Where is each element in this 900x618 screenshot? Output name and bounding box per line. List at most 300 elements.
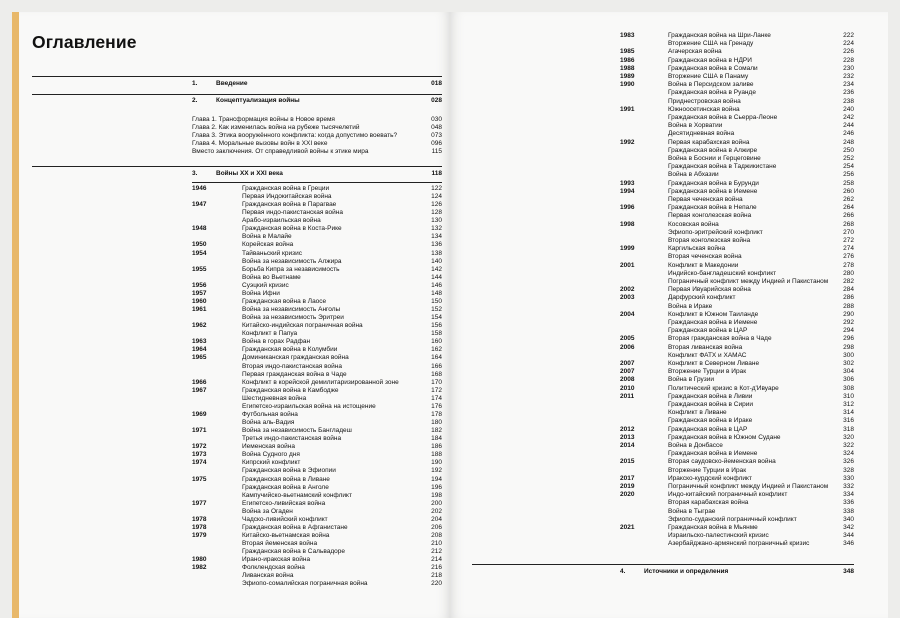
war-entry[interactable] [192,459,442,467]
entry-label: Конфликт в Ливане [668,409,727,417]
entry-label: Конфликт в Македонии [668,261,739,269]
war-entry[interactable] [192,564,442,572]
page-number: 136 [431,241,442,249]
page-number: 306 [843,376,854,384]
war-entry[interactable] [620,262,854,270]
page-number: 154 [431,314,442,322]
section-2[interactable] [192,97,442,105]
entry-year: 1982 [192,564,207,572]
entry-label: Вместо заключения. От справедливой войны к этике мира [192,148,369,155]
entry-label: Война в Донбассе [668,442,723,449]
war-entry[interactable] [620,147,854,155]
entry-label: Война за независимость Эритреи [242,314,344,322]
entry-year: 2004 [620,310,635,318]
entry-label: Израильско-палестинский кризис [668,532,769,540]
entry-label: Война за независимость Алжира [242,257,342,265]
entry-label: Война в Абхазии [668,171,719,179]
entry-label: Гражданская война в Эфиопии [242,467,336,475]
entry-year: 1974 [192,459,207,467]
entry-label: Суэцкий кризис [242,281,289,289]
page-number: 138 [431,249,442,257]
war-entry[interactable] [620,311,854,319]
page-number: 314 [843,409,854,417]
entry-label: Первая гражданская война в Чаде [242,370,347,378]
entry-label: Вторая йеменская война [242,540,318,548]
entry-label: Косовская война [668,220,719,228]
war-entry[interactable] [620,171,854,179]
entry-label: Гражданская война в Коста-Рике [242,225,342,233]
section-label: Источники и определения [644,568,729,575]
entry-label: Индо-китайский пограничный конфликт [668,491,788,499]
war-entry[interactable] [192,435,442,443]
war-entry[interactable] [620,40,854,48]
war-entry[interactable] [620,393,854,401]
entry-year: 1986 [620,56,635,64]
entry-label: Вторая индо-пакистанская война [242,362,342,370]
war-entry[interactable] [620,327,854,335]
war-entry[interactable] [192,508,442,516]
war-entry[interactable] [620,122,854,130]
subsection-rule [192,182,442,183]
entry-label: Агачерская война [668,48,722,56]
entry-year: 2014 [620,442,635,449]
entry-year: 2015 [620,458,635,466]
entry-year: 2013 [620,433,635,441]
page-number: 264 [843,204,854,212]
entry-label: Южноосетинская война [668,105,740,113]
page-number: 300 [843,351,854,359]
chapter-entry[interactable] [192,140,442,148]
war-entry[interactable] [620,32,854,40]
war-entry[interactable] [192,540,442,548]
war-entry[interactable] [620,106,854,114]
entry-year: 1960 [192,297,207,305]
entry-label: Гражданская война в Йемене [668,319,758,326]
page-number: 234 [843,81,854,89]
page-number: 292 [843,319,854,326]
war-entry[interactable] [620,335,854,343]
right-page [450,12,888,618]
page-number: 336 [843,499,854,507]
war-entry[interactable] [192,467,442,475]
page-number: 158 [431,330,442,338]
entry-year: 1973 [192,451,207,459]
entry-label: Гражданская война в Ливане [242,475,330,483]
war-entry[interactable] [620,524,854,532]
war-entry[interactable] [192,193,442,201]
war-entry[interactable] [620,483,854,491]
page-number: 028 [431,97,442,104]
section-number: 1. [192,80,198,87]
entry-year: 2012 [620,425,635,433]
entry-label: Гражданская война в Непале [668,204,757,212]
war-entry[interactable] [620,303,854,311]
war-entry[interactable] [192,209,442,217]
page-number: 294 [843,327,854,335]
war-entry[interactable] [620,376,854,384]
war-entry[interactable] [620,294,854,302]
entry-label: Первая Индокитайская война [242,193,332,201]
page-number: 208 [431,532,442,539]
entry-year: 2007 [620,368,635,376]
page-number: 182 [431,427,442,435]
entry-label: Война Ифни [242,289,280,297]
page-number: 188 [431,451,442,459]
page-number: 232 [843,73,854,80]
entry-label: Глава 4. Моральные вызовы войн в XXI веке [192,140,328,147]
entry-label: Война в Хорватии [668,122,723,130]
war-entry[interactable] [192,411,442,419]
war-entry[interactable] [192,556,442,564]
war-entry[interactable] [620,368,854,376]
page-number: 302 [843,360,854,367]
entry-label: Первая Ивуарийская война [668,286,751,294]
entry-label: Война во Вьетнаме [242,273,301,281]
page-number: 224 [843,40,854,48]
war-entry[interactable] [620,114,854,122]
page-number: 304 [843,368,854,376]
war-entry[interactable] [192,346,442,354]
entry-year: 1963 [192,338,207,346]
entry-label: Ирано-иракская война [242,556,311,564]
page-number: 270 [843,228,854,236]
entry-year: 2003 [620,294,635,302]
war-entry[interactable] [192,274,442,282]
war-entry[interactable] [620,360,854,368]
entry-year: 1977 [192,499,207,507]
war-entry[interactable] [620,180,854,188]
war-entry[interactable] [620,245,854,253]
war-entry[interactable] [620,409,854,417]
entry-label: Фолклендская война [242,564,305,572]
war-entry[interactable] [620,475,854,483]
entry-label: Азербайджано-армянский пограничный кризис [668,540,810,548]
page-number: 280 [843,269,854,277]
page-number: 290 [843,310,854,318]
war-entry[interactable] [620,508,854,516]
war-entry[interactable] [620,532,854,540]
war-entry[interactable] [192,314,442,322]
entry-label: Борьба Кипра за независимость [242,265,340,273]
war-entry[interactable] [192,403,442,411]
war-entry[interactable] [620,516,854,524]
entry-year: 1957 [192,289,207,297]
entry-label: Вторая конголезская война [668,237,751,244]
entry-label: Гражданская война в Мьянме [668,524,758,531]
page-number: 338 [843,507,854,515]
entry-year: 2011 [620,392,635,400]
section-1[interactable] [192,80,442,88]
page-number: 176 [431,402,442,410]
entry-label: Война аль-Вадия [242,419,295,427]
page-number: 124 [431,193,442,201]
page-number: 196 [431,483,442,491]
section-4[interactable] [620,568,854,576]
entry-year: 1962 [192,322,207,330]
war-entry[interactable] [620,89,854,97]
war-entry[interactable] [192,282,442,290]
war-entry[interactable] [192,225,442,233]
section-number: 2. [192,97,198,104]
page-number: 202 [431,507,442,515]
war-entry[interactable] [192,185,442,193]
war-entry[interactable] [192,419,442,427]
war-entry[interactable] [620,491,854,499]
war-entry[interactable] [620,81,854,89]
entry-label: Китайско-вьетнамская война [242,532,330,539]
entry-year: 1992 [620,138,635,146]
page-number: 148 [431,289,442,297]
chapter-entry[interactable] [192,148,442,156]
entry-year: 2020 [620,491,635,499]
page-number: 142 [431,265,442,273]
war-entry[interactable] [192,241,442,249]
war-entry[interactable] [192,233,442,241]
title-rule [32,76,442,77]
war-entry[interactable] [620,229,854,237]
war-entry[interactable] [192,548,442,556]
war-entry[interactable] [620,130,854,138]
war-entry[interactable] [192,363,442,371]
chapter-entry[interactable] [192,132,442,140]
war-entry[interactable] [192,258,442,266]
entry-label: Гражданская война в Камбодже [242,386,339,394]
entry-year: 1979 [192,532,207,539]
page-number: 220 [431,580,442,588]
page-number: 236 [843,89,854,97]
entry-label: Война за независимость Бангладеш [242,427,352,435]
entry-year: 1999 [620,245,635,253]
entry-year: 1969 [192,410,207,418]
page-number: 272 [843,237,854,244]
entry-label: Вторая ливанская война [668,343,743,351]
page-number: 204 [431,515,442,523]
war-entry[interactable] [620,65,854,73]
war-entry[interactable] [192,443,442,451]
entry-label: Война Судного дня [242,451,300,459]
page-number: 328 [843,466,854,474]
entry-label: Гражданская война в Сирии [668,401,754,408]
war-entry[interactable] [620,155,854,163]
war-entry[interactable] [192,338,442,346]
war-entry[interactable] [192,298,442,306]
entry-label: Война в Персидском заливе [668,81,754,89]
entry-label: Первая карабахская война [668,138,750,146]
war-entry[interactable] [192,379,442,387]
war-entry[interactable] [192,484,442,492]
war-entry[interactable] [620,163,854,171]
page-number: 246 [843,130,854,138]
entry-label: Война в Малайе [242,233,292,241]
war-entry[interactable] [192,500,442,508]
section-rule [32,94,442,95]
page-number: 258 [843,179,854,187]
war-entry[interactable] [620,204,854,212]
section-rule [472,564,854,565]
page-number: 030 [431,116,442,123]
war-entry[interactable] [192,492,442,500]
page-number: 310 [843,392,854,400]
page-number: 156 [431,322,442,330]
entry-year: 1978 [192,515,207,523]
entry-year: 2001 [620,261,635,269]
entry-label: Тайваньский кризис [242,249,303,257]
page-number: 212 [431,548,442,556]
page-number: 334 [843,491,854,499]
page-number: 344 [843,532,854,540]
war-entry[interactable] [620,385,854,393]
entry-label: Глава 2. Как изменилась война на рубеже тысячелетий [192,124,360,131]
war-entry[interactable] [620,450,854,458]
war-entry[interactable] [620,188,854,196]
war-entry[interactable] [620,426,854,434]
war-entry[interactable] [620,344,854,352]
entry-label: Гражданская война в Таджикистане [668,163,777,171]
war-entry[interactable] [192,476,442,484]
page-number: 322 [843,442,854,449]
entry-label: Гражданская война в Йемене [668,187,758,195]
entry-label: Пограничный конфликт между Индией и Пакистаном [668,278,829,285]
page-number: 172 [431,386,442,394]
page-number: 324 [843,450,854,458]
page-number: 312 [843,401,854,408]
war-entry[interactable] [192,395,442,403]
war-entry[interactable] [192,306,442,314]
war-entry[interactable] [620,212,854,220]
entry-label: Первая индо-пакистанская война [242,209,343,217]
war-entry[interactable] [192,250,442,258]
war-entry[interactable] [620,48,854,56]
entry-label: Конфликт в Папуа [242,330,298,338]
entry-year: 1950 [192,241,207,249]
entry-year: 1996 [620,204,635,212]
war-entry[interactable] [620,237,854,245]
entry-label: Война в Грузии [668,376,715,384]
entry-label: Индийско-бангладешский конфликт [668,269,777,277]
war-entry[interactable] [620,278,854,286]
entry-label: Первая чеченская война [668,196,743,203]
war-entry[interactable] [620,57,854,65]
war-entry[interactable] [192,371,442,379]
war-entry[interactable] [620,270,854,278]
war-entry[interactable] [620,73,854,81]
page-number: 238 [843,97,854,105]
entry-label: Приднестровская война [668,97,741,105]
page-number: 210 [431,540,442,548]
chapter-entry[interactable] [192,116,442,124]
page-number: 146 [431,281,442,289]
war-entry[interactable] [192,330,442,338]
entry-label: Арабо-израильская война [242,217,321,225]
page-number: 276 [843,253,854,261]
war-entry[interactable] [620,352,854,360]
war-entry[interactable] [620,401,854,409]
war-entry[interactable] [192,532,442,540]
war-entry[interactable] [620,98,854,106]
page-number: 274 [843,245,854,253]
entry-label: Чадско-ливийский конфликт [242,515,328,523]
page-number: 298 [843,343,854,351]
entry-label: Ливанская война [242,572,294,580]
chapter-entry[interactable] [192,124,442,132]
war-entry[interactable] [620,221,854,229]
war-entry[interactable] [192,580,442,588]
section-number: 3. [192,170,198,177]
war-entry[interactable] [192,354,442,362]
war-entry[interactable] [620,417,854,425]
entry-label: Первая конголезская война [668,212,752,220]
entry-label: Вторжение США на Гренаду [668,40,754,48]
war-entry[interactable] [620,319,854,327]
entry-year: 1955 [192,265,207,273]
war-entry[interactable] [620,540,854,548]
entry-year: 1993 [620,179,635,187]
war-entry[interactable] [620,196,854,204]
war-entry[interactable] [192,451,442,459]
entry-label: Гражданская война в Сомали [668,64,758,72]
entry-label: Гражданская война в Сальвадоре [242,548,345,556]
page-number: 346 [843,540,854,548]
entry-label: Китайско-индийская пограничная война [242,322,363,330]
entry-label: Корейская война [242,241,294,249]
war-entry[interactable] [192,217,442,225]
war-entry[interactable] [192,427,442,435]
entry-label: Политический кризис в Кот-д'Ивуаре [668,384,779,392]
war-entry[interactable] [192,322,442,330]
entry-year: 2007 [620,360,635,367]
war-entry[interactable] [620,286,854,294]
entry-label: Война за Огаден [242,507,293,515]
war-entry[interactable] [192,387,442,395]
entry-label: Вторая гражданская война в Чаде [668,335,772,343]
page-number: 288 [843,302,854,310]
war-entry[interactable] [192,516,442,524]
section-3[interactable] [192,170,442,178]
war-entry[interactable] [192,524,442,532]
war-entry[interactable] [620,139,854,147]
entry-label: Гражданская война в ЦАР [668,327,748,335]
war-entry[interactable] [620,253,854,261]
war-entry[interactable] [192,290,442,298]
entry-year: 2010 [620,384,635,392]
entry-year: 1988 [620,64,635,72]
war-entry[interactable] [192,572,442,580]
entry-year: 1948 [192,225,207,233]
entry-label: Конфликт ФАТХ и ХАМАС [668,351,747,359]
war-entry[interactable] [620,458,854,466]
page-number: 332 [843,483,854,490]
entry-label: Гражданская война в ЦАР [668,425,748,433]
war-entry[interactable] [192,266,442,274]
war-entry[interactable] [620,499,854,507]
entry-year: 1967 [192,386,207,394]
entry-label: Гражданская война в Бурунди [668,179,759,187]
page-number: 126 [431,201,442,209]
page-number: 164 [431,354,442,362]
page-number: 226 [843,48,854,56]
war-entry[interactable] [620,442,854,450]
entry-year: 1983 [620,32,635,39]
page-number: 118 [431,170,442,177]
war-entry[interactable] [620,467,854,475]
war-entry[interactable] [192,201,442,209]
entry-label: Гражданская война в Анголе [242,483,329,491]
section-number: 4. [620,568,626,575]
entry-label: Глава 1. Трансформация войны в Новое время [192,116,335,123]
page-number: 326 [843,458,854,466]
war-entry[interactable] [620,434,854,442]
entry-label: Конфликт в корейской демилитаризированной зоне [242,378,399,386]
